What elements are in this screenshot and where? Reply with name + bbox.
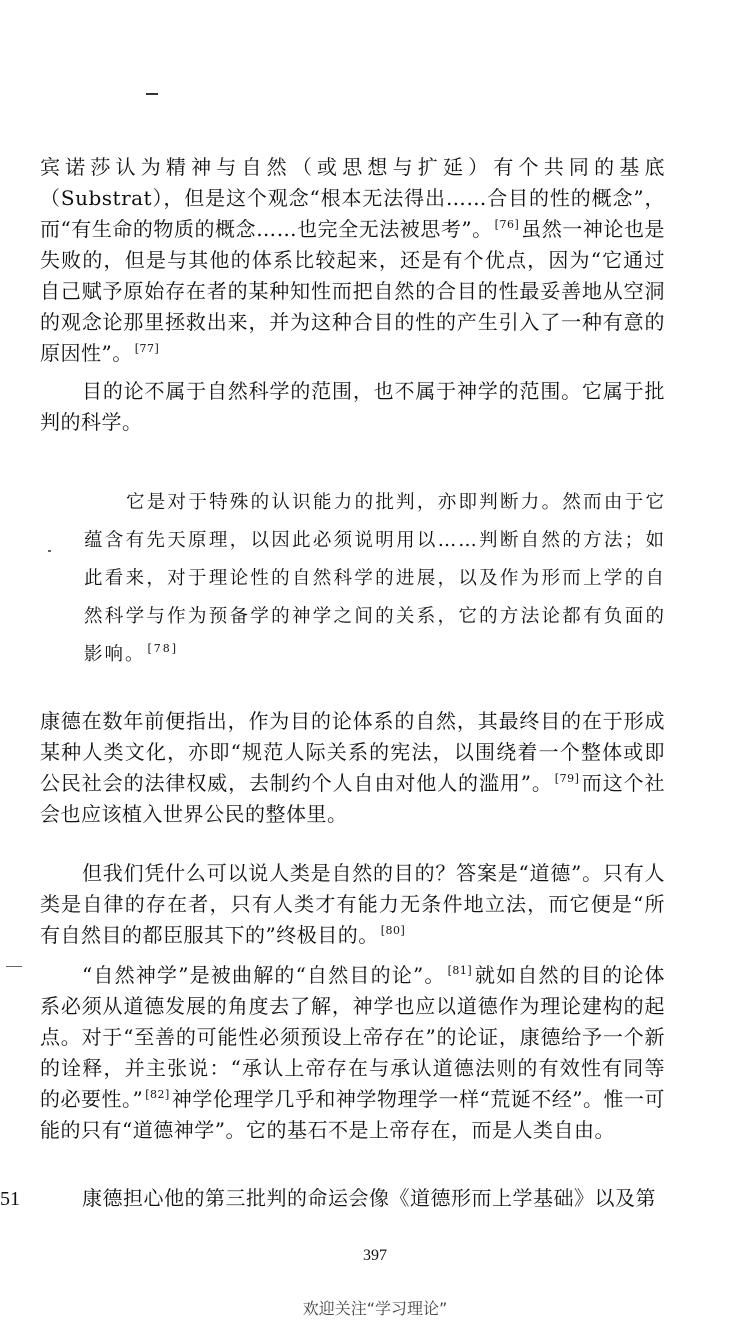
footnote-ref-77: [77] — [134, 342, 160, 355]
paragraph-4-text: 但我们凭什么可以说人类是自然的目的？答案是“道德”。只有人类是自律的存在者，只有人类才有能力无条件地立法，而它便是“所有自然目的都臣服其下的”终极目的。 — [40, 861, 665, 947]
paragraph-5-text-3: 神学伦理学几乎和神学物理学一样“荒诞不经”。惟一可能的只有“道德神学”。它的基石不是上帝存在，而是人类自由。 — [40, 1087, 665, 1142]
paragraph-6-text: 康德担心他的第三批判的命运会像《道德形而上学基础》以及第 — [82, 1186, 656, 1210]
margin-page-number: 51 — [0, 1188, 20, 1210]
paragraph-2 — [40, 376, 665, 438]
footnote-ref-79: [79] — [554, 772, 580, 785]
scan-speck — [48, 550, 51, 552]
scan-speck — [6, 966, 22, 967]
paragraph-1-text: 宾诺莎认为精神与自然（或思想与扩延）有个共同的基底（Substrat），但是这个观念“根本无法得出……合目的性的概念”，而“有生命的物质的概念……也完全无法被思考”。 — [40, 155, 665, 241]
footnote-ref-82: [82] — [145, 1088, 170, 1101]
footer-watermark: 欢迎关注“学习理论” — [302, 1299, 448, 1318]
paragraph-5-text: “自然神学”是被曲解的“自然目的论”。 — [82, 963, 446, 987]
paragraph-5 — [40, 960, 665, 1146]
paragraph-1 — [40, 152, 665, 369]
footnote-ref-81: [81] — [447, 964, 473, 977]
paragraph-3-text: 康德在数年前便指出，作为目的论体系的自然，其最终目的在于形成某种人类文化，亦即“规范人际关系的宪法，以围绕着一个整体或即公民社会的法律权威，去制约个人自由对他人的滥用”。 — [40, 709, 665, 795]
paragraph-1-text-2: 虽然一神论也是失败的，但是与其他的体系比较起来，还是有个优点，因为“它通过自己赋予原始存在者的某种知性而把自然的合目的性最妥善地从空洞的观念论那里拯救出来，并为这种合目的性的产生引入了一种有意的原因性”。 — [40, 217, 665, 365]
paragraph-2-text: 目的论不属于自然科学的范围，也不属于神学的范围。它属于批判的科学。 — [40, 379, 665, 434]
block-quote — [84, 484, 666, 674]
paragraph-3 — [40, 706, 665, 830]
footnote-ref-78: [78] — [147, 642, 179, 655]
paragraph-5-text-2: 就如自然的目的论体系必须从道德发展的角度去了解，神学也应以道德作为理论建构的起点。对于“至善的可能性必须预设上帝存在”的论证，康德给予一个新的诠释，并主张说：“承认上帝存在与承认道德法则的有效性有同等的必要性。” — [40, 963, 666, 1111]
paragraph-4 — [40, 858, 665, 951]
footnote-ref-76: [76] — [494, 218, 520, 231]
page-number: 397 — [363, 1247, 387, 1264]
paragraph-3-text-2: 而这个社会也应该植入世界公民的整体里。 — [40, 771, 666, 826]
block-quote-text: 它是对于特殊的认识能力的批判，亦即判断力。然而由于它蕴含有先天原理，以因此必须说明用以……判断自然的方法；如此看来，对于理论性的自然科学的进展，以及作为形而上学的自然科学与作为预备学的神学之间的关系，它的方法论都有负面的影响。 — [84, 492, 666, 665]
footnote-ref-80: [80] — [380, 924, 406, 937]
paragraph-6 — [40, 1183, 665, 1214]
header-dash — [146, 93, 158, 95]
